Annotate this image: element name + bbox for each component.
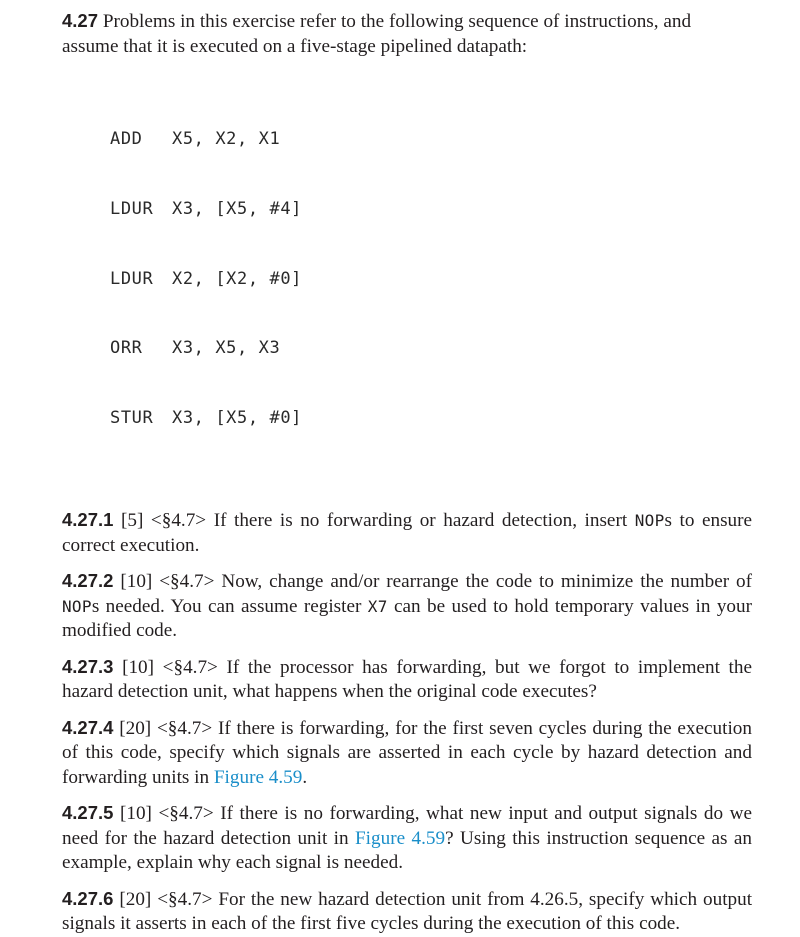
problem-points: [20]	[119, 888, 152, 910]
code-line	[110, 128, 752, 151]
problem-text: If there is forwarding, for the first seven cycles during the execution of this code, specify which signals are asserted in each cycle by hazard detection and forwarding units in	[62, 717, 752, 788]
problem-4-27-3	[62, 655, 752, 705]
opcode: LDUR	[110, 199, 154, 219]
problem-code-term: NOP	[62, 596, 92, 616]
problem-4-27-5	[62, 801, 752, 876]
code-line	[110, 198, 752, 221]
problem-section: <§4.7>	[159, 571, 215, 593]
problem-number: 4.27.4	[62, 716, 114, 738]
problem-points: [10]	[119, 803, 152, 825]
opcode: LDUR	[110, 268, 154, 289]
problem-4-27-2	[62, 569, 752, 644]
problem-4-27-4	[62, 716, 752, 791]
problem-section: <§4.7>	[156, 717, 213, 739]
operands: X5, X2, X1	[172, 129, 281, 150]
problem-4-27-1	[62, 508, 752, 558]
problem-number: 4.27.2	[62, 570, 114, 592]
figure-link[interactable]: Figure 4.59	[355, 827, 446, 849]
problem-points: [10]	[122, 656, 155, 678]
exercise-intro-text: Problems in this exercise refer to the following sequence of instructions, and assume that it is executed on a five-stage pipelined datapath:	[62, 11, 692, 57]
problem-text: If there is no forwarding or hazard detection, insert	[213, 510, 635, 532]
problem-text: .	[302, 766, 308, 788]
problem-points: [10]	[120, 571, 153, 593]
problem-4-27-6	[62, 887, 752, 937]
problem-text: s needed. You can assume register	[91, 595, 368, 617]
problem-code-term: NOP	[634, 511, 665, 531]
problem-number: 4.27.5	[62, 802, 114, 824]
problem-text: If there is no forwarding, what new input and output signals do we need for the hazard detection unit in	[62, 803, 753, 849]
problem-text: can be used to hold temporary values in your modified code.	[62, 595, 752, 642]
code-line	[110, 337, 752, 360]
code-line	[110, 268, 752, 291]
operands: X3, X5, X3	[172, 338, 281, 359]
exercise-page	[62, 0, 752, 937]
problem-points: [5]	[120, 510, 144, 532]
problem-text: If the processor has forwarding, but we forgot to implement the hazard detection unit, what happens when the original code executes?	[62, 656, 752, 703]
problem-text: For the new hazard detection unit from 4.26.5, specify which output signals it asserts in each of the first five cycles during the execution of this code.	[62, 888, 753, 935]
problem-text: s to ensure correct execution.	[62, 510, 753, 556]
operands: X2, [X2, #0]	[172, 268, 303, 289]
exercise-number: 4.27	[62, 10, 99, 31]
problem-number: 4.27.6	[62, 887, 114, 909]
exercise-intro	[62, 8, 752, 59]
code-line	[110, 407, 752, 430]
opcode: STUR	[110, 407, 154, 428]
operands: X3, [X5, #4]	[172, 199, 303, 219]
operands: X3, [X5, #0]	[172, 407, 303, 428]
problem-section: <§4.7>	[150, 510, 207, 532]
problem-points: [20]	[119, 717, 152, 739]
problem-text: ? Using this instruction sequence as an example, explain why each signal is needed.	[62, 827, 752, 874]
problem-section: <§4.7>	[158, 803, 214, 825]
problem-text: Now, change and/or rearrange the code to minimize the number of	[221, 571, 753, 593]
opcode: ORR	[110, 338, 143, 359]
problem-section: <§4.7>	[157, 888, 213, 910]
problem-section: <§4.7>	[162, 656, 218, 678]
opcode: ADD	[110, 129, 143, 150]
instruction-sequence	[110, 82, 752, 476]
problem-number: 4.27.1	[62, 509, 114, 531]
problem-number: 4.27.3	[62, 655, 114, 677]
problem-code-term: X7	[367, 596, 388, 616]
figure-link[interactable]: Figure 4.59	[213, 766, 303, 788]
